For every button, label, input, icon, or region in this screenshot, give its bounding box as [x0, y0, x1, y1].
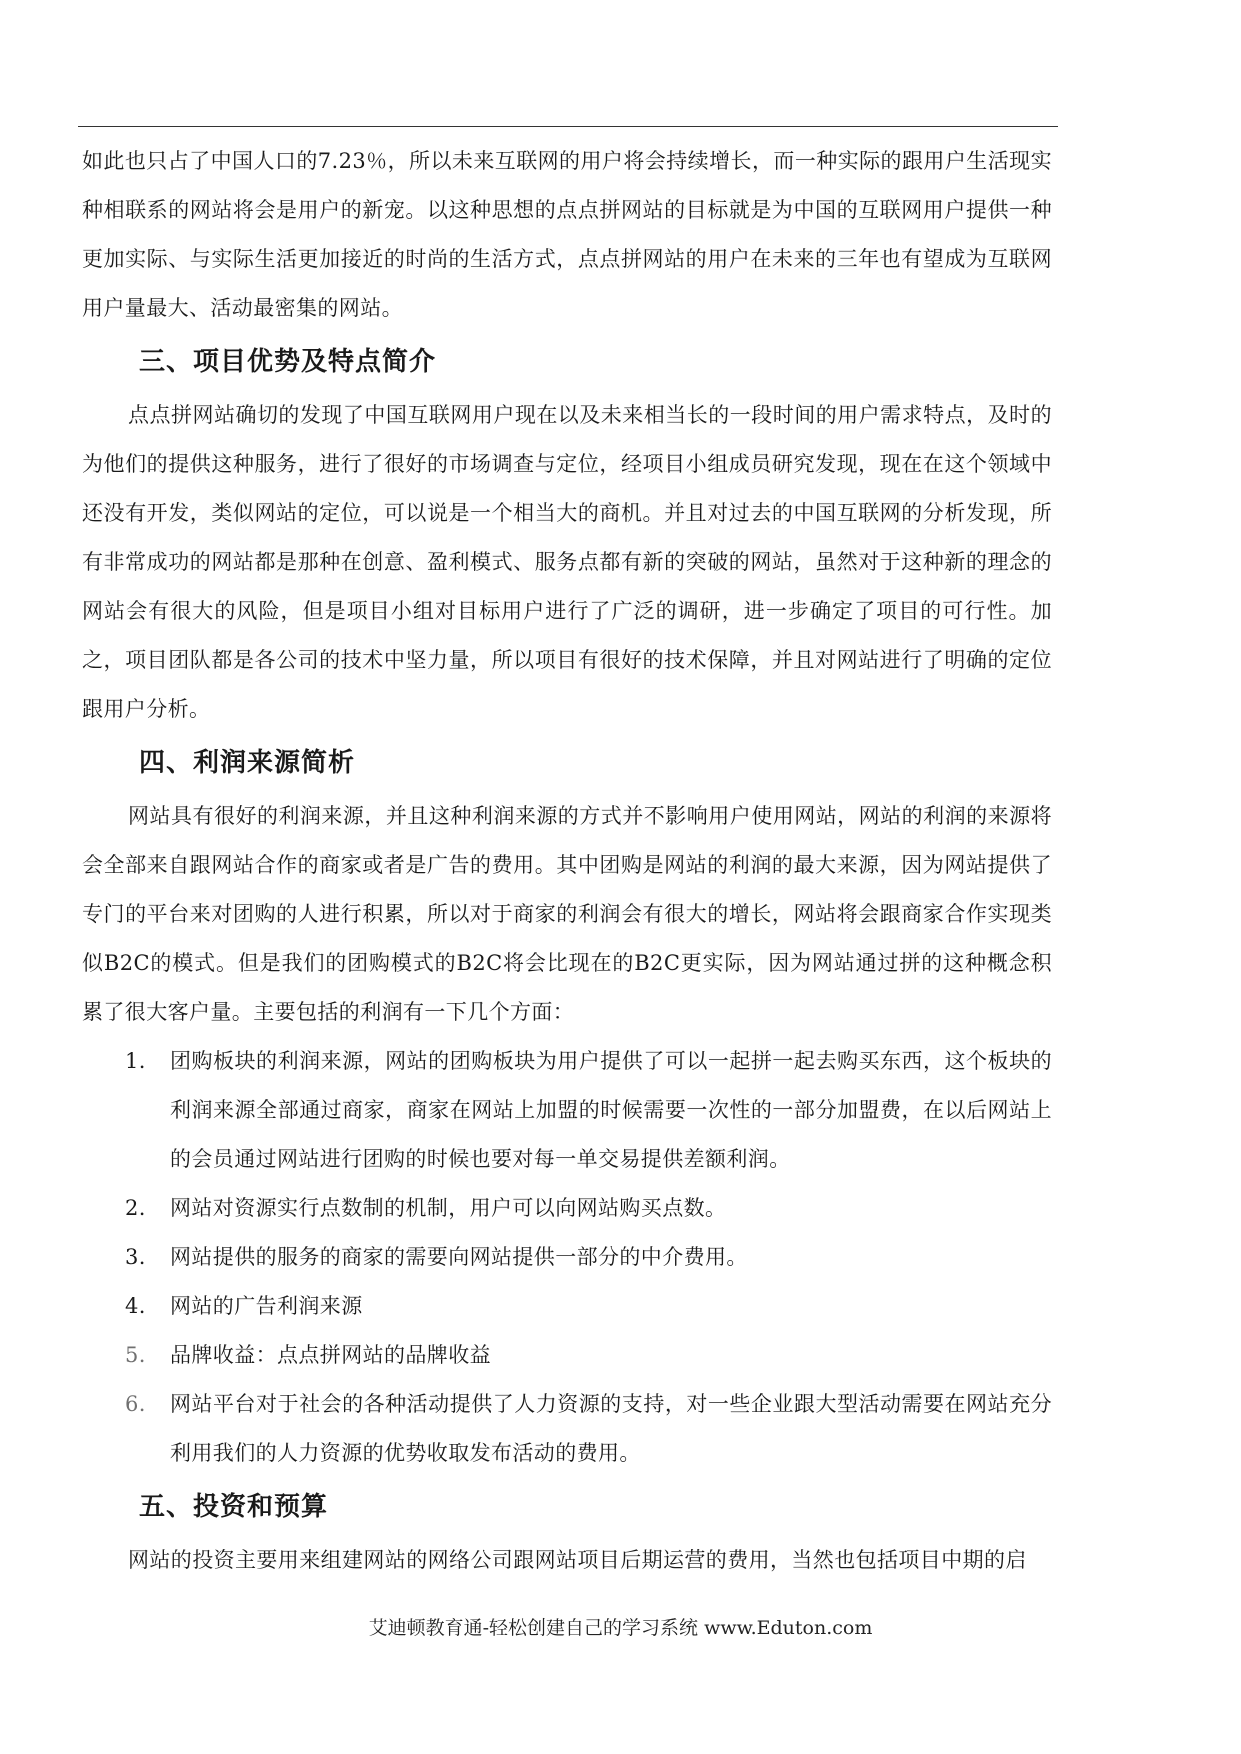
header-rule	[78, 126, 1058, 127]
list-item	[82, 1037, 1052, 1184]
list-text: 网站的广告利润来源	[170, 1294, 363, 1318]
list-item	[82, 1233, 1052, 1282]
heading-section-3: 三、项目优势及特点简介	[139, 347, 437, 377]
list-number: 5.	[125, 1343, 146, 1367]
profit-source-list	[82, 1037, 1052, 1478]
list-number: 6.	[125, 1392, 146, 1416]
list-item	[82, 1380, 1052, 1478]
list-number: 4.	[125, 1294, 146, 1318]
heading-section-5: 五、投资和预算	[139, 1492, 329, 1522]
list-item	[82, 1331, 1052, 1380]
list-item	[82, 1184, 1052, 1233]
paragraph-intro: 如此也只占了中国人口的7.23％，所以未来互联网的用户将会持续增长，而一种实际的跟用户生活现实种相联系的网站将会是用户的新宠。以这种思想的点点拼网站的目标就是为中国的互联网用户提供一种更加实际、与实际生活更加接近的时尚的生活方式，点点拼网站的用户在未来的三年也有望成为互联网用户量最大、活动最密集的网站。	[82, 149, 1052, 320]
paragraph-section-3: 点点拼网站确切的发现了中国互联网用户现在以及未来相当长的一段时间的用户需求特点，及时的为他们的提供这种服务，进行了很好的市场调查与定位，经项目小组成员研究发现，现在在这个领域中还没有开发，类似网站的定位，可以说是一个相当大的商机。并且对过去的中国互联网的分析发现，所有非常成功的网站都是那种在创意、盈利模式、服务点都有新的突破的网站，虽然对于这种新的理念的网站会有很大的风险，但是项目小组对目标用户进行了广泛的调研，进一步确定了项目的可行性。加之，项目团队都是各公司的技术中坚力量，所以项目有很好的技术保障，并且对网站进行了明确的定位跟用户分析。	[82, 403, 1052, 721]
paragraph-section-5: 网站的投资主要用来组建网站的网络公司跟网站项目后期运营的费用，当然也包括项目中期的启	[128, 1548, 1027, 1572]
list-text: 网站对资源实行点数制的机制，用户可以向网站购买点数。	[170, 1196, 727, 1220]
list-text: 网站平台对于社会的各种活动提供了人力资源的支持，对一些企业跟大型活动需要在网站充分利用我们的人力资源的优势收取发布活动的费用。	[170, 1392, 1052, 1465]
list-text: 团购板块的利润来源，网站的团购板块为用户提供了可以一起拼一起去购买东西，这个板块的利润来源全部通过商家，商家在网站上加盟的时候需要一次性的一部分加盟费，在以后网站上的会员通过网站进行团购的时候也要对每一单交易提供差额利润。	[170, 1049, 1052, 1171]
page-footer: 艾迪顿教育通-轻松创建自己的学习系统 www.Eduton.com	[368, 1617, 873, 1639]
list-number: 1.	[125, 1049, 146, 1073]
list-item	[82, 1282, 1052, 1331]
list-number: 2.	[125, 1196, 146, 1220]
list-text: 网站提供的服务的商家的需要向网站提供一部分的中介费用。	[170, 1245, 748, 1269]
list-number: 3.	[125, 1245, 146, 1269]
paragraph-section-4: 网站具有很好的利润来源，并且这种利润来源的方式并不影响用户使用网站，网站的利润的来源将会全部来自跟网站合作的商家或者是广告的费用。其中团购是网站的利润的最大来源，因为网站提供了专门的平台来对团购的人进行积累，所以对于商家的利润会有很大的增长，网站将会跟商家合作实现类似B2C的模式。但是我们的团购模式的B2C将会比现在的B2C更实际，因为网站通过拼的这种概念积累了很大客户量。主要包括的利润有一下几个方面：	[82, 804, 1052, 1024]
list-text: 品牌收益：点点拼网站的品牌收益	[170, 1343, 491, 1367]
heading-section-4: 四、利润来源简析	[139, 748, 356, 778]
document-body	[82, 137, 1052, 1585]
